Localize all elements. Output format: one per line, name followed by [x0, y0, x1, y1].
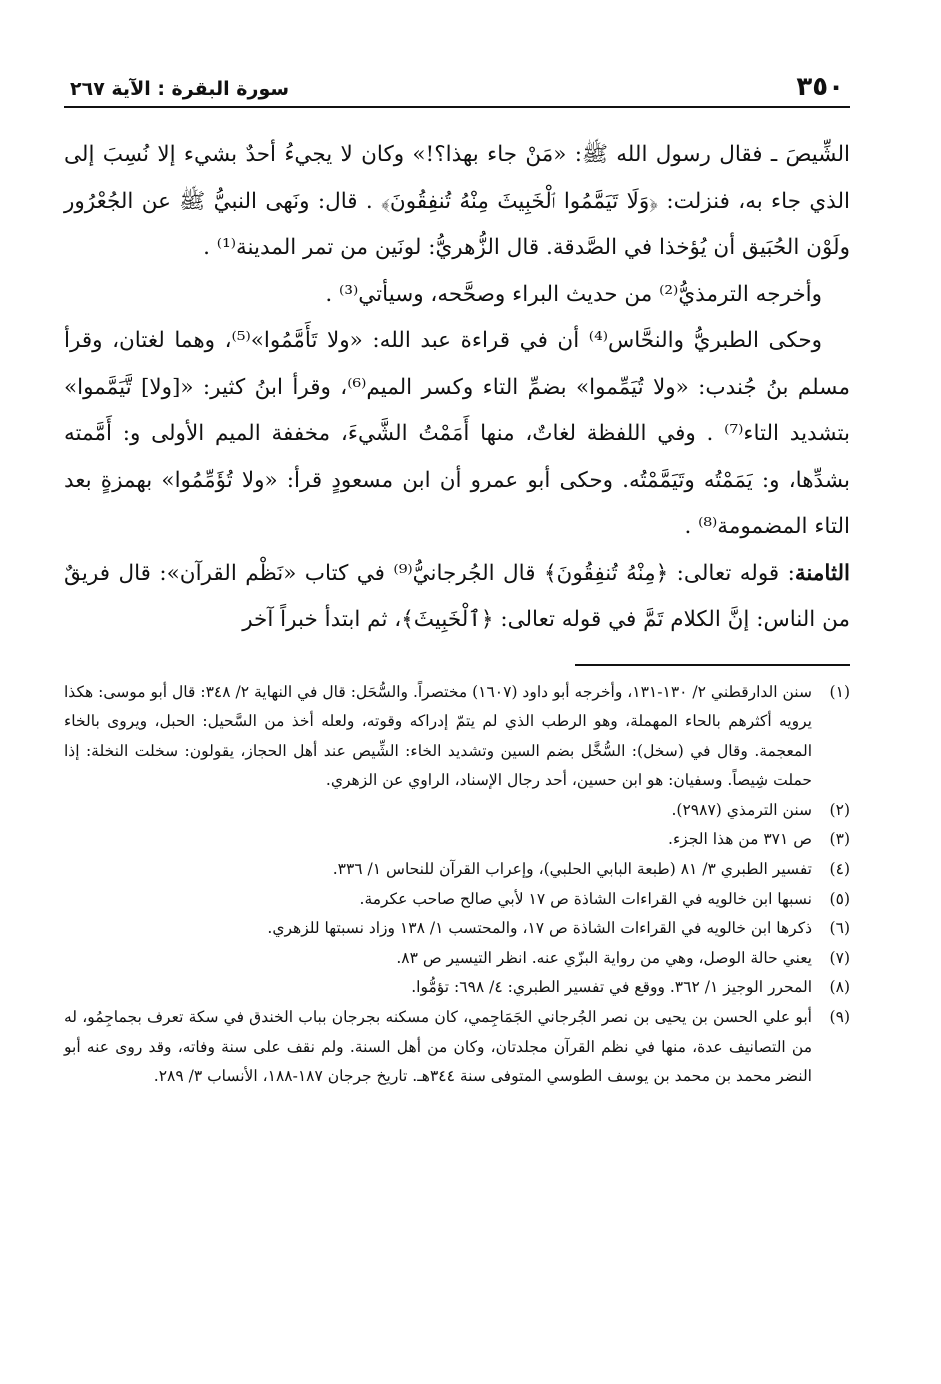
running-title: سورة البقرة : الآية ٢٦٧: [70, 78, 290, 100]
footnote-3: [64, 825, 850, 855]
footnote-6: [64, 914, 850, 944]
footnote-number: (٩): [829, 1008, 850, 1027]
footnote-7: [64, 944, 850, 974]
footnote-2: [64, 796, 850, 826]
footnote-1: [64, 678, 850, 796]
footnote-text: سنن الدارقطني ٢/ ١٣٠-١٣١، وأخرجه أبو داود (١٦٠٧) مختصراً. والسُّحَل: قال في النهاية ٢/ ٣٤٨: قال أبو موسى: هكذا يرويه أكثرهم بالحاء المهملة، وهو الرطب الذي لم يتمّ إدراكه وقوته، ولعله أخذ من السَّحيل: الحبل، ويروى بالخاء المعجمة. وقال في (سخل): السُّخَّل بضم السين وتشديد الخاء: الشِّيص عند أهل الحجاز، يقولون: سخلت النخلة: إذا حملت شِيصاً. وسفيان: هو ابن حسين، أحد رجال الإسناد، الراوي عن الزهري.: [64, 682, 812, 790]
footnote-8: [64, 973, 850, 1003]
footnote-number: (٧): [829, 948, 850, 967]
paragraph-2: وأخرجه الترمذيُّ⁽²⁾ من حديث البراء وصحَّحه، وسيأتي⁽³⁾ .: [325, 281, 822, 307]
footnote-4: [64, 855, 850, 885]
page-header: [64, 60, 850, 108]
footnote-text: سنن الترمذي (٢٩٨٧).: [671, 800, 812, 819]
footnotes: [64, 678, 850, 1092]
page-number: ٣٥٠: [796, 72, 844, 102]
footnote-number: (٤): [829, 860, 850, 879]
paragraph-eighth: [64, 551, 850, 644]
footnote-number: (٣): [829, 830, 850, 849]
footnote-number: (٦): [829, 919, 850, 938]
paragraph-3: وحكى الطبريُّ والنحَّاس⁽⁴⁾ أن في قراءة عبد الله: «ولا تَأَمَّمُوا»⁽⁵⁾، وهما لغتان، وقرأ مسلم بنُ جُندب: «ولا تُيَمِّموا» بضمِّ التاء وكسر الميم⁽⁶⁾، وقرأ ابنُ كثير: «[ولا] تَّيَمَّموا» بتشديد التاء⁽⁷⁾ . وفي اللفظة لغاتٌ، منها أَمَمْتُ الشَّيءَ، مخففة الميم الأولى و: أَمَّمته بشدِّها، و: يَمَمْتُه وتَيَمَّمْتُه. وحكى أبو عمرو أن ابن مسعودٍ قرأ: «ولا تُؤَمِّمُوا» بهمزةٍ بعد التاء المضمومة⁽⁸⁾ .: [64, 328, 850, 539]
section-label-eighth: الثامنة: [794, 560, 850, 586]
footnote-text: ذكرها ابن خالويه في القراءات الشاذة ص ١٧، والمحتسب ١/ ١٣٨ وزاد نسبتها للزهري.: [267, 919, 812, 938]
book-page: [64, 60, 850, 1092]
main-text: [64, 132, 850, 644]
footnote-number: (٨): [829, 978, 850, 997]
footnote-number: (١): [829, 682, 850, 701]
footnote-5: [64, 885, 850, 915]
footnote-9: [64, 1003, 850, 1092]
paragraph-1: الشِّيصَ ـ فقال رسول الله ﷺ: «مَنْ جاء بهذا؟!» وكان لا يجيءُ أحدٌ بشيء إلا نُسِبَ إلى الذي جاء به، فنزلت: ﴿وَلَا تَيَمَّمُوا ٱلْخَبِيثَ مِنْهُ تُنفِقُونَ﴾ . قال: ونَهى النبيُّ ﷺ عن الجُعْرُور ولَوْن الحُبَيق أن يُؤخذا في الصَّدقة. قال الزُّهريُّ: لونَين من تمر المدينة⁽¹⁾ .: [64, 142, 850, 260]
footnote-text: أبو علي الحسن بن يحيى بن نصر الجُرجاني الجَمَاجِمي، كان مسكنه بجرجان بباب الخندق في سكة تعرف بجماجِمُو، له من التصانيف عدة، منها في نظم القرآن مجلدتان، وكان من أهل السنة. ولم نقف على سنة وفاته، وقد روى عنه أبو النضر محمد بن محمد بن يوسف الطوسي المتوفى سنة ٣٤٤هـ. تاريخ جرجان ١٨٧-١٨٨، الأنساب ٣/ ٢٨٩.: [64, 1008, 812, 1086]
footnote-text: نسبها ابن خالويه في القراءات الشاذة ص ١٧ لأبي صالح صاحب عكرمة.: [359, 889, 812, 908]
footnote-text: يعني حالة الوصل، وهي من رواية البزّي عنه. انظر التيسير ص ٨٣.: [396, 948, 812, 967]
footnote-text: المحرر الوجيز ١/ ٣٦٢. ووقع في تفسير الطبري: ٤/ ٦٩٨: تؤمُّوا.: [411, 978, 812, 997]
footnote-number: (٢): [829, 800, 850, 819]
footnote-text: ص ٣٧١ من هذا الجزء.: [668, 830, 812, 849]
footnote-divider: [575, 664, 850, 666]
footnote-number: (٥): [829, 889, 850, 908]
paragraph-eighth-text: : قوله تعالى: ﴿مِنْهُ تُنفِقُونَ﴾ قال الجُرجانيُّ⁽⁹⁾ في كتاب «نَظْم القرآن»: قال فريقٌ من الناس: إنَّ الكلام تَمَّ في قوله تعالى: ﴿ٱلْخَبِيثَ﴾، ثم ابتدأ خبراً آخر: [64, 560, 850, 632]
footnote-text: تفسير الطبري ٣/ ٨١ (طبعة البابي الحلبي)، وإعراب القرآن للنحاس ١/ ٣٣٦.: [332, 860, 812, 879]
